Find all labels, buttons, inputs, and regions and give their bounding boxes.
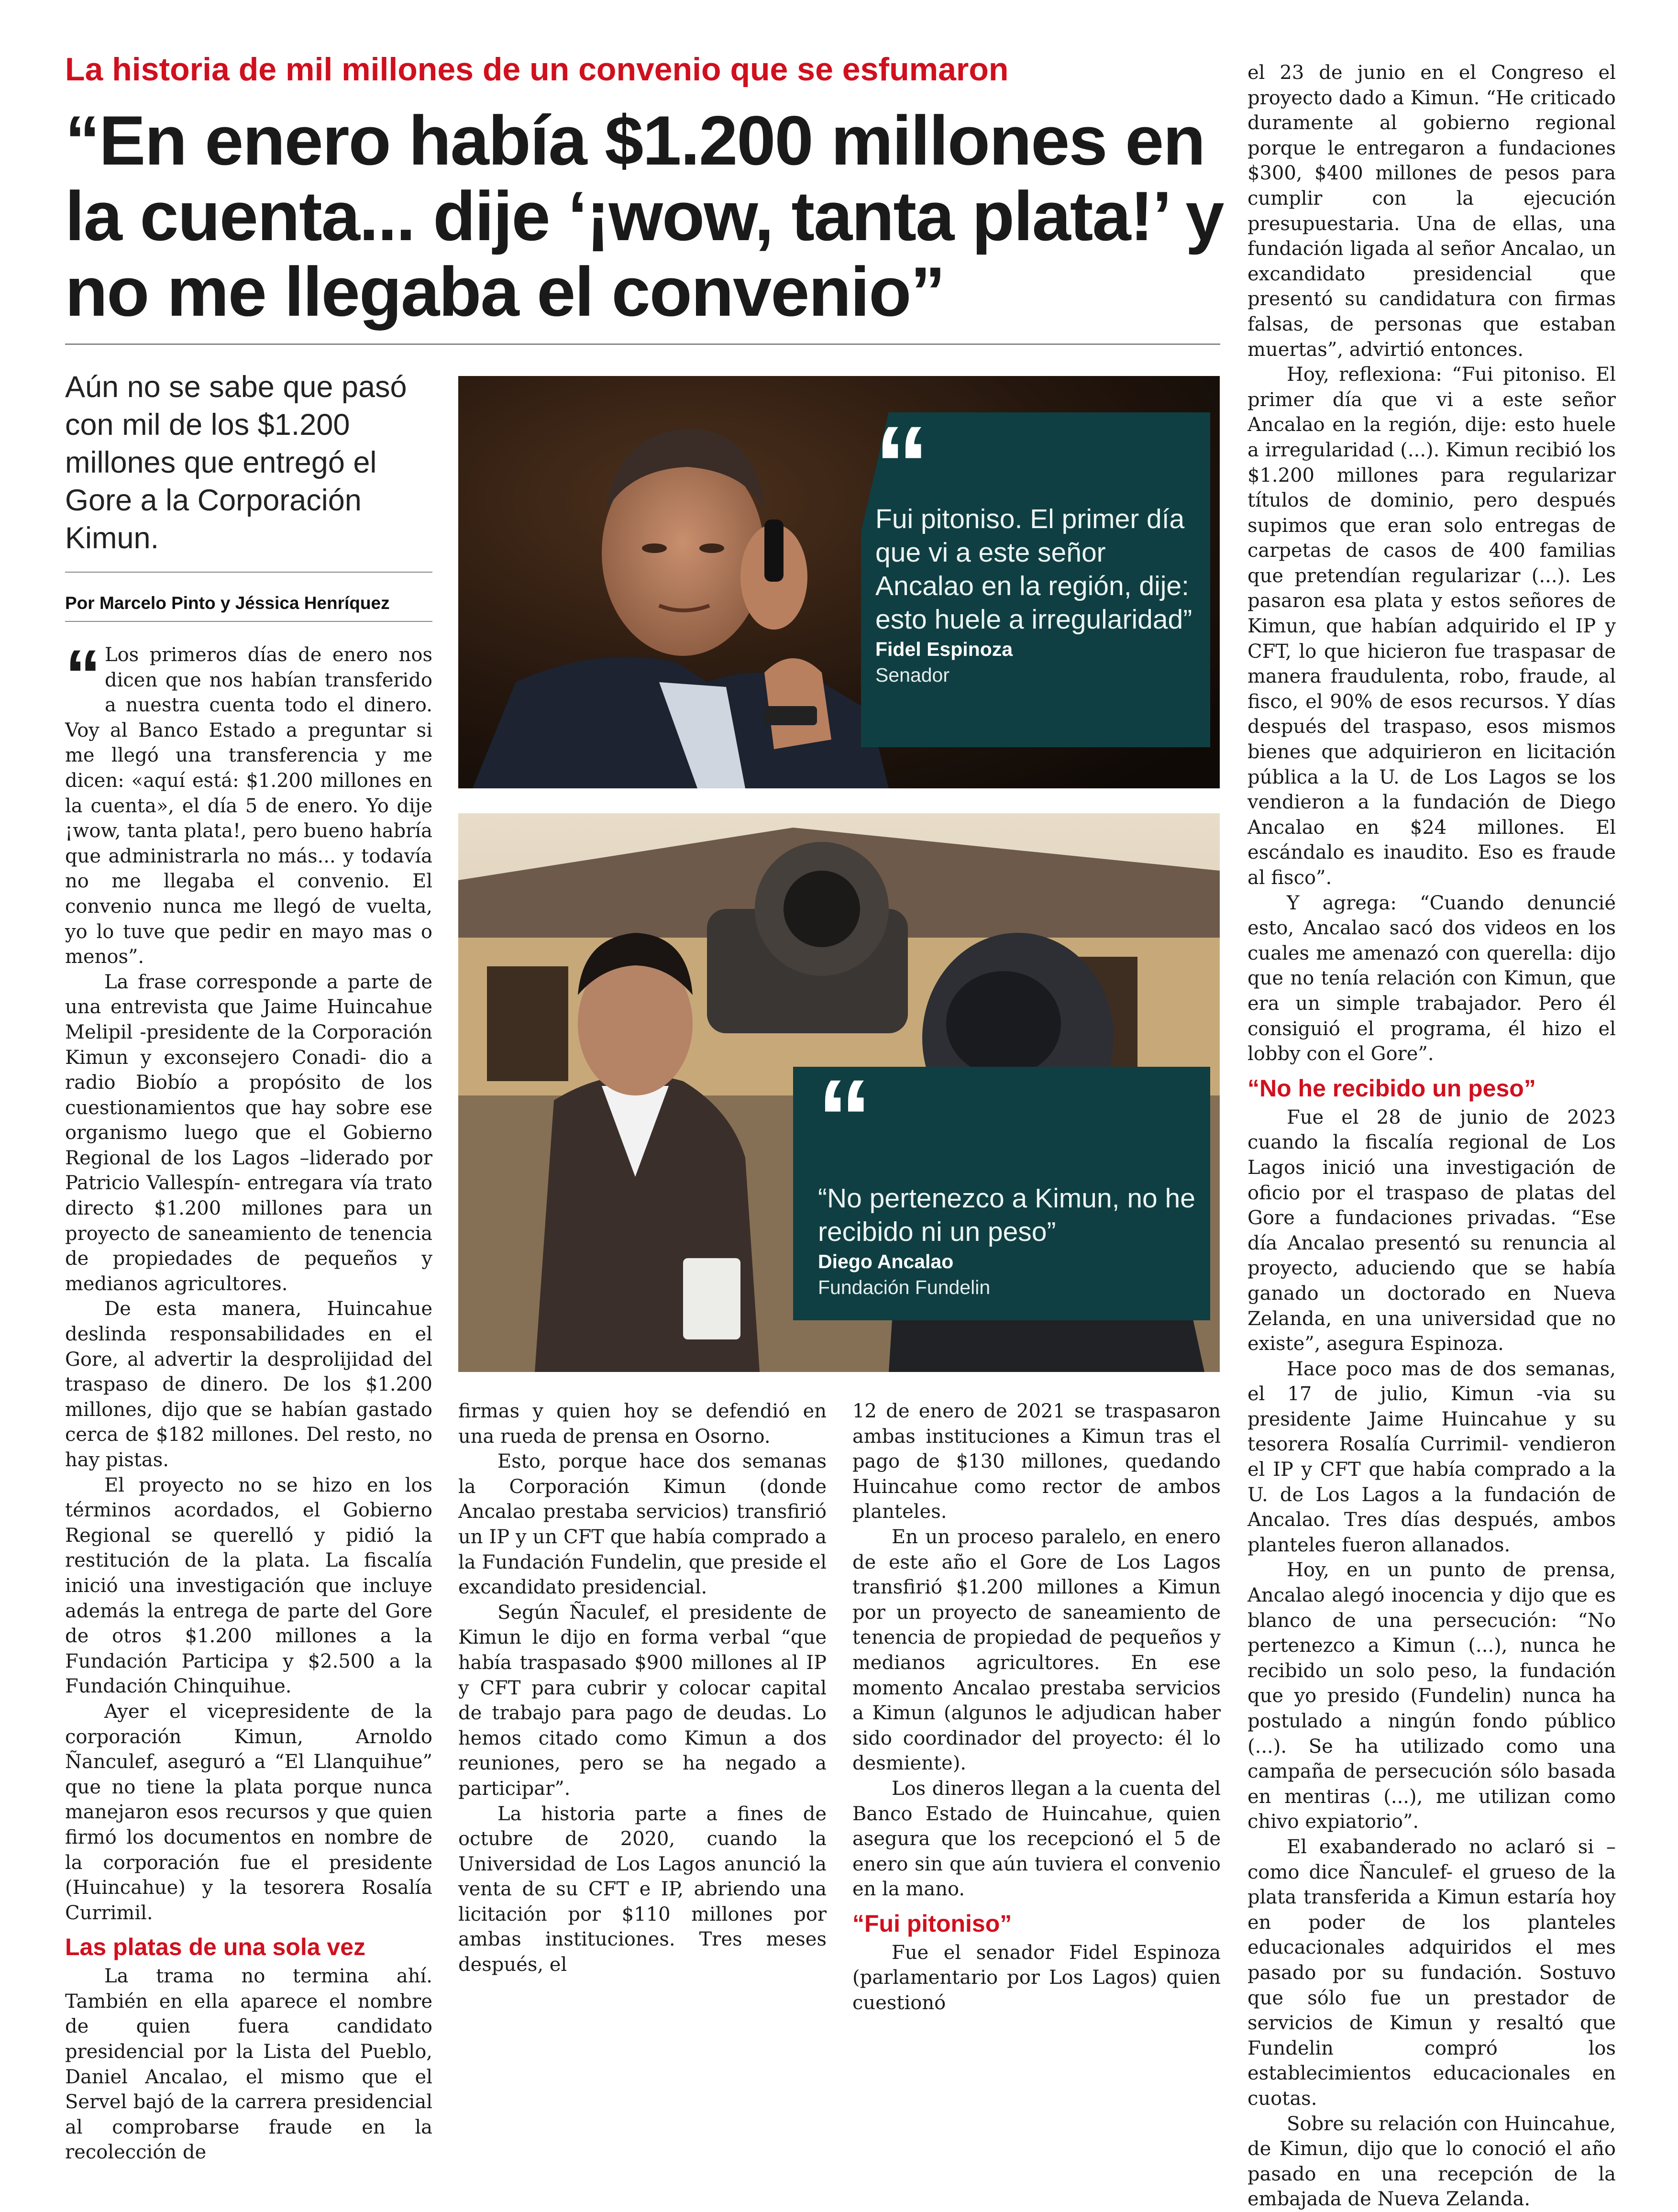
pullquote-text: Fui pitoniso. El primer día que vi a este señor Ancalao en la región, dije: esto huele a irregularidad”	[875, 504, 1192, 635]
subhead: Las platas de una sola vez	[65, 1934, 366, 1961]
paragraph: Ayer el vicepresidente de la corporación Kimun, Arnoldo Ñanculef, aseguró a “El Llanquihue” que no tiene la plata porque nunca manejaron esos recursos y que quien firmó los documentos en nombre de la corporación fue el presidente (Huincahue) y la tesorera Rosalía Currimil.	[65, 1700, 432, 1924]
article-column-2	[458, 1399, 827, 1978]
paragraph: Sobre su relación con Huincahue, de Kimun, dijo que lo conoció el año pasado en una recepción de la embajada de Nueva Zelanda.	[1247, 2112, 1616, 2211]
paragraph: La frase corresponde a parte de una entrevista que Jaime Huincahue Melipil -presidente de la Corporación Kimun y exconsejero Conadi- dio a radio Biobío a propósito de los cuestionamientos que hay sobre ese organismo luego que el Gobierno Regional de los Lagos –liderado por Patricio Vallespín- entregara vía trato directo $1.200 millones para un proyecto de saneamiento de tenencia de propiedades de pequeños y medianos agricultores.	[65, 971, 432, 1295]
article-column-1	[65, 635, 432, 2165]
pullquote-text: “No pertenezco a Kimun, no he recibido ni un peso”	[818, 1183, 1195, 1247]
pullquote-ancalao	[793, 1057, 1210, 1320]
paragraph: Según Ñaculef, el presidente de Kimun le dijo en forma verbal “que había traspasado $900 millones al IP y CFT para cubrir y colocar capital de trabajo para pago de deudas. Lo hemos citado como Kimun a dos reuniones, pero se ha negado a participar”.	[458, 1601, 827, 1800]
paragraph: el 23 de junio en el Congreso el proyecto dado a Kimun. “He criticado duramente al gobierno regional porque le entregaron a fundaciones $300, $400 millones de pesos para cumplir con la ejecución presupuestaria. Una de ellas, una fundación ligada al señor Ancalao, un excandidato presidencial que presentó su candidatura con firmas falsas, de personas que estaban muertas”, advirtió entonces.	[1247, 62, 1616, 361]
deck: Aún no se sabe que pasó con mil de los $1.200 millones que entregó el Gore a la Corporación Kimun.	[65, 370, 407, 555]
paragraph: La historia parte a fines de octubre de 2020, cuando la Universidad de Los Lagos anunció la venta de su CFT e IP, abriendo una licitación por $110 millones por ambas instituciones. Tres meses después, el	[458, 1803, 827, 1976]
paragraph: El proyecto no se hizo en los términos acordados, el Gobierno Regional se querelló y pidió la restitución de la plata. La fiscalía inició una investigación que incluye además la entrega de parte del Gore de otros $1.200 millones a la Fundación Participa y $2.500 a la Fundación Chinquihue.	[65, 1474, 432, 1698]
paragraph: 12 de enero de 2021 se traspasaron ambas instituciones a Kimun tras el pago de $130 millones, quedando Huincahue como rector de ambos planteles.	[852, 1400, 1221, 1523]
paragraph: Esto, porque hace dos semanas la Corporación Kimun (donde Ancalao prestaba servicios) transfirió un IP y un CFT que había comprado a la Fundación Fundelin, que preside el excandidato presidencial.	[458, 1450, 827, 1599]
paragraph: firmas y quien hoy se defendió en una rueda de prensa en Osorno.	[458, 1400, 827, 1448]
paragraph: Hoy, reflexiona: “Fui pitoniso. El primer día que vi a este señor Ancalao en la región, dije: esto huele a irregularidad (...). Kimun recibió los $1.200 millones para regularizar títulos de dominio, pero después supimos que eran solo entregas de carpetas de casos de 400 familias que pretendían regularizar (...). Les pasaron esa plata y estos señores de Kimun, que habían adquirido el IP y CFT, lo que hicieron fue traspasar de manera fraudulenta, robo, fraude, al fisco, el 90% de esos recursos. Y días después del traspaso, esos mismos bienes que adquirieron en licitación pública a la U. de Los Lagos se los vendieron a la fundación de Diego Ancalao en $24 millones. El escándalo es inaudito. Eso es fraude al fisco”.	[1247, 364, 1616, 889]
paragraph: En un proceso paralelo, en enero de este año el Gore de Los Lagos transfirió $1.200 millones a Kimun por un proyecto de saneamiento de tenencia de propiedad de pequeños y medianos agricultores. En ese momento Ancalao prestaba servicios a Kimun (algunos le adjudican haber sido coordinador del proyecto: él lo desmiente).	[852, 1526, 1221, 1775]
byline-divider	[65, 621, 432, 622]
deck-divider	[65, 572, 432, 573]
pullquote-name: Diego Ancalao	[818, 1250, 954, 1272]
header-divider	[65, 343, 1220, 345]
paragraph: La trama no termina ahí. También en ella aparece el nombre de quien fuera candidato presidencial por la Lista del Pueblo, Daniel Ancalao, el mismo que el Servel bajó de la carrera presidencial al comprobarse fraude en la recolección de	[65, 1965, 432, 2164]
opening-quote-mark: “	[65, 635, 101, 715]
article-column-4	[1247, 60, 1616, 2212]
paragraph: Fue el senador Fidel Espinoza (parlamentario por Los Lagos) quien cuestionó	[852, 1941, 1221, 2014]
subhead: “No he recibido un peso”	[1247, 1074, 1536, 1102]
paragraph: Hoy, en un punto de prensa, Ancalao alegó inocencia y dijo que es blanco de una persecución: “No pertenezco a Kimun (...), nunca he recibido un solo peso, la fundación que yo presido (Fundelin) nunca ha postulado a ningún fondo público (...). Se ha utilizado como una campaña de persecución sólo basada en mentiras (...), me utilizan como chivo expiatorio”.	[1247, 1559, 1616, 1833]
paragraph: Los primeros días de enero nos dicen que nos habían transferido a nuestra cuenta todo el dinero. Voy al Banco Estado a preguntar si me llegó una transferencia y me dicen: «aquí está: $1.200 millones en la cuenta», el día 5 de enero. Yo dije ¡wow, tanta plata!, pero bueno habría que administrarla no más... y todavía no me llegaba el convenio. El convenio nunca me llegó de vuelta, yo lo tuve que pedir en mayo mas o menos”.	[65, 644, 432, 968]
paragraph: Los dineros llegan a la cuenta del Banco Estado de Huincahue, quien asegura que los recepcionó el 5 de enero sin que aún tuviera el convenio en la mano.	[852, 1777, 1221, 1901]
pullquote-name: Fidel Espinoza	[875, 638, 1013, 660]
subhead: “Fui pitoniso”	[852, 1910, 1012, 1937]
byline: Por Marcelo Pinto y Jéssica Henríquez	[65, 593, 390, 613]
article-column-3	[852, 1399, 1221, 2016]
paragraph: El exabanderado no aclaró si –como dice Ñanculef- el grueso de la plata transferida a Kimun estaría hoy en poder de los planteles educacionales adquiridos el mes pasado por su fundación. Sostuvo que sólo fue un prestador de servicios de Kimun y resaltó que Fundelin compró los establecimientos educacionales en cuotas.	[1247, 1836, 1616, 2110]
pullquote-role: Senador	[875, 664, 950, 686]
pullquote-mark: “	[874, 403, 929, 526]
paragraph: Hace poco mas de dos semanas, el 17 de julio, Kimun -via su presidente Jaime Huincahue y su tesorera Rosalía Currimil- vendieron el IP y CFT que había comprado a la U. de Los Lagos a la fundación de Ancalao. Tres días después, ambos planteles fueron allanados.	[1247, 1358, 1616, 1556]
kicker: La historia de mil millones de un convenio que se esfumaron	[65, 51, 1009, 88]
pullquote-mark: “	[817, 1057, 872, 1180]
pullquote-espinoza	[861, 403, 1210, 747]
paragraph: Fue el 28 de junio de 2023 cuando la fiscalía regional de Los Lagos inició una investigación de oficio por el traspaso de platas del Gore a fundaciones privadas. “Ese día Ancalao presentó su renuncia al proyecto, aduciendo que se había ganado un doctorado en Nueva Zelanda, en una universidad que no existe”, asegura Espinoza.	[1247, 1106, 1616, 1355]
pullquote-role: Fundación Fundelin	[818, 1276, 991, 1298]
headline: “En enero había $1.200 millones en la cuenta... dije ‘¡wow, tanta plata!’ y no me llegaba el convenio”	[65, 101, 1224, 331]
paragraph: De esta manera, Huincahue deslinda responsabilidades en el Gore, al advertir la desprolijidad del traspaso de dinero. De los $1.200 millones, dijo que se habían gastado cerca de $182 millones. Del resto, no hay pistas.	[65, 1298, 432, 1471]
paragraph: Y agrega: “Cuando denuncié esto, Ancalao sacó dos videos en los cuales me amenazó con querella: dijo que no tenía relación con Kimun, que era un simple trabajador. Pero él consiguió el programa, él hizo el lobby con el Gore”.	[1247, 892, 1616, 1065]
